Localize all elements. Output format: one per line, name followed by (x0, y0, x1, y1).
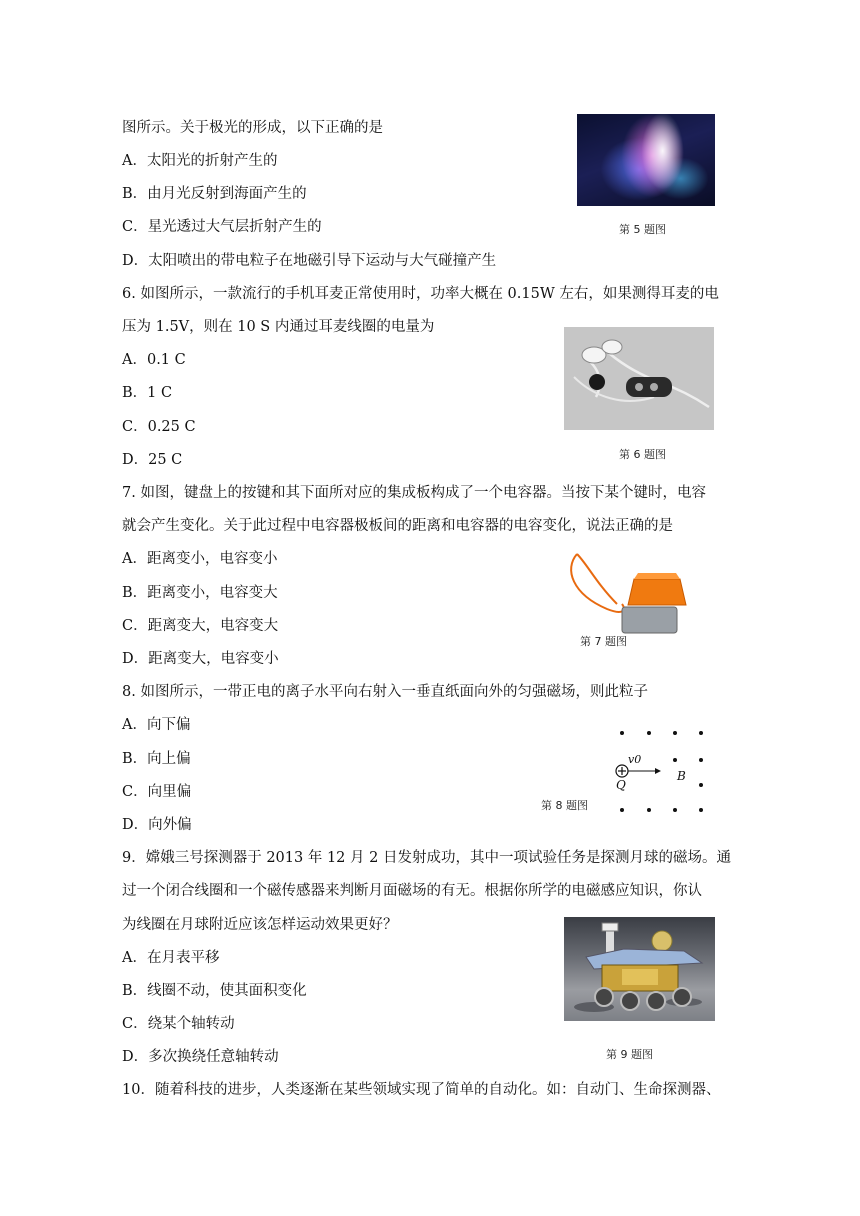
text-line: 8. 如图所示，一带正电的离子水平向右射入一垂直纸面向外的匀强磁场，则此粒子 (122, 684, 648, 700)
text-line: D．25 C (122, 452, 183, 468)
figure-8-caption: 第 8 题图 (541, 799, 588, 812)
charge-label: Q (616, 778, 626, 792)
text-line: 10．随着科技的进步，人类逐渐在某些领域实现了简单的自动化。如：自动门、生命探测器、 (122, 1082, 721, 1098)
field-dot (699, 808, 703, 812)
field-dot (647, 808, 651, 812)
text-line: 图所示。关于极光的形成，以下正确的是 (122, 120, 383, 136)
text-line: C．0.25 C (122, 419, 196, 435)
field-dot (647, 731, 651, 735)
text-line: C．距离变大，电容变大 (122, 618, 279, 634)
text-line: B．1 C (122, 385, 173, 401)
figure-5-caption: 第 5 题图 (619, 223, 666, 236)
text-line: C．向里偏 (122, 784, 192, 800)
text-line: A．0.1 C (122, 352, 186, 368)
figure-6-caption: 第 6 题图 (619, 448, 666, 461)
figure-9-caption: 第 9 题图 (606, 1048, 653, 1061)
text-line: D．距离变大，电容变小 (122, 651, 279, 667)
text-line: A．太阳光的折射产生的 (122, 153, 278, 169)
field-label: B (677, 769, 686, 783)
lunar-rover-image (564, 917, 715, 1021)
headset-image (564, 327, 714, 430)
field-dot (673, 758, 677, 762)
text-line: B．由月光反射到海面产生的 (122, 186, 307, 202)
text-line: 过一个闭合线圈和一个磁传感器来判断月面磁场的有无。根据你所学的电磁感应知识，你认 (122, 883, 702, 899)
field-dot (673, 731, 677, 735)
text-line: D．向外偏 (122, 817, 192, 833)
velocity-label: v0 (628, 753, 642, 766)
text-line: C．绕某个轴转动 (122, 1016, 235, 1032)
text-line: 为线圈在月球附近应该怎样运动效果更好？ (122, 917, 398, 933)
text-line: A．向下偏 (122, 717, 191, 733)
text-line: 就会产生变化。关于此过程中电容器极板间的距离和电容器的电容变化，说法正确的是 (122, 518, 673, 534)
text-line: B．向上偏 (122, 751, 191, 767)
text-line: 压为 1.5V，则在 10 S 内通过耳麦线圈的电量为 (122, 319, 435, 335)
text-line: 6. 如图所示，一款流行的手机耳麦正常使用时，功率大概在 0.15W 左右，如果测得耳麦的电 (122, 286, 719, 302)
aurora-image (577, 114, 715, 206)
text-line: B．线圈不动，使其面积变化 (122, 983, 307, 999)
figure-7-caption: 第 7 题图 (580, 635, 627, 648)
text-line: C．星光透过大气层折射产生的 (122, 219, 322, 235)
text-line: 7. 如图，键盘上的按键和其下面所对应的集成板构成了一个电容器。当按下某个键时，电容 (122, 485, 706, 501)
text-line: D．太阳喷出的带电粒子在地磁引导下运动与大气碰撞产生 (122, 253, 497, 269)
field-dot (673, 808, 677, 812)
text-line: B．距离变小，电容变大 (122, 585, 278, 601)
field-dot (699, 783, 703, 787)
text-line: D．多次换绕任意轴转动 (122, 1049, 279, 1065)
text-line: 9．嫦娥三号探测器于 2013 年 12 月 2 日发射成功，其中一项试验任务是探测月球的磁场。通 (122, 850, 731, 866)
text-line: A．距离变小，电容变小 (122, 551, 278, 567)
field-dot (620, 808, 624, 812)
field-dot (699, 758, 703, 762)
field-dot (620, 731, 624, 735)
text-line: A．在月表平移 (122, 950, 220, 966)
field-dot (699, 731, 703, 735)
